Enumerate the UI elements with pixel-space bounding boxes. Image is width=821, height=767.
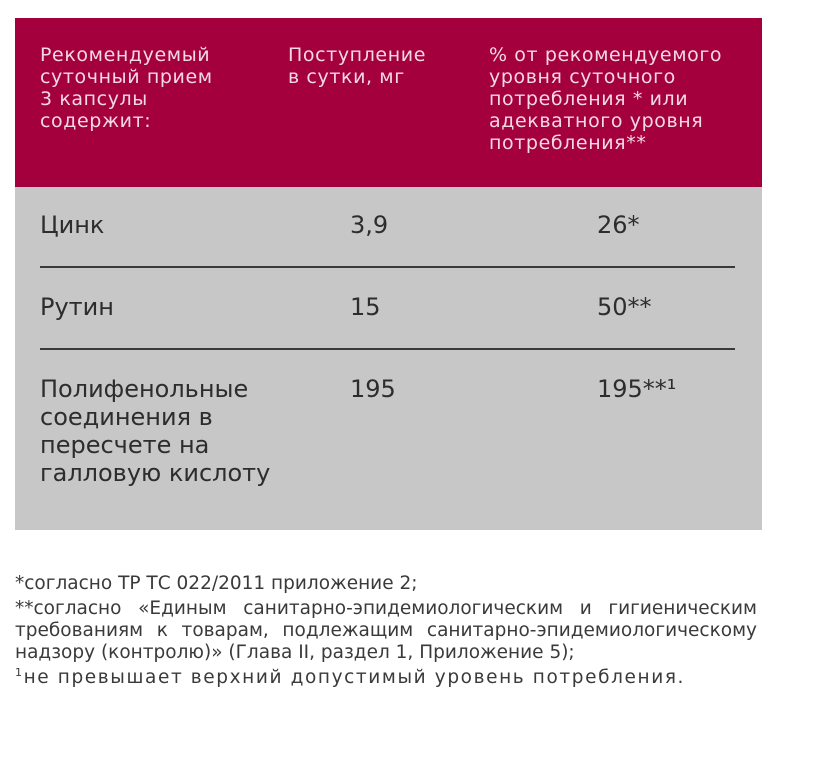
footnote-tr-ts: *согласно ТР ТС 022/2011 приложение 2;: [15, 573, 418, 594]
ingredient-amount: 195: [350, 375, 396, 403]
header-amount-per-day: Поступление в сутки, мг: [288, 44, 426, 88]
footnote-upper-limit: [15, 667, 757, 689]
ingredient-amount: 15: [350, 293, 381, 321]
header-percent-recommended: % от рекомендуемого уровня суточного потребления * или адекватного уровня потребления**: [489, 44, 723, 154]
footnote-marker: 1: [15, 665, 24, 679]
header-daily-intake: Рекомендуемый суточный прием 3 капсулы содержит:: [40, 44, 213, 132]
footnote-upper-limit-text: не превышает верхний допустимый уровень потребления.: [23, 667, 686, 688]
ingredient-percent: 195**¹: [597, 375, 677, 403]
row-divider: [40, 348, 735, 350]
footnote-sanitary-requirements: **согласно «Единым санитарно-эпидемиологическим и гигиеническим требованиям к товарам, подлежащим санитарно-эпидемиологическому надзору (контролю)» (Глава II, раздел 1, Приложение 5);: [15, 598, 757, 663]
nutrition-table: [15, 18, 762, 530]
ingredient-name: Рутин: [40, 293, 114, 321]
footnotes: [15, 573, 757, 692]
ingredient-amount: 3,9: [350, 211, 389, 239]
ingredient-name: Полифенольные соединения в пересчете на галловую кислоту: [40, 375, 271, 487]
row-divider: [40, 266, 735, 268]
ingredient-name: Цинк: [40, 211, 105, 239]
table-header: [15, 18, 762, 187]
ingredient-percent: 26*: [597, 211, 640, 239]
ingredient-percent: 50**: [597, 293, 652, 321]
